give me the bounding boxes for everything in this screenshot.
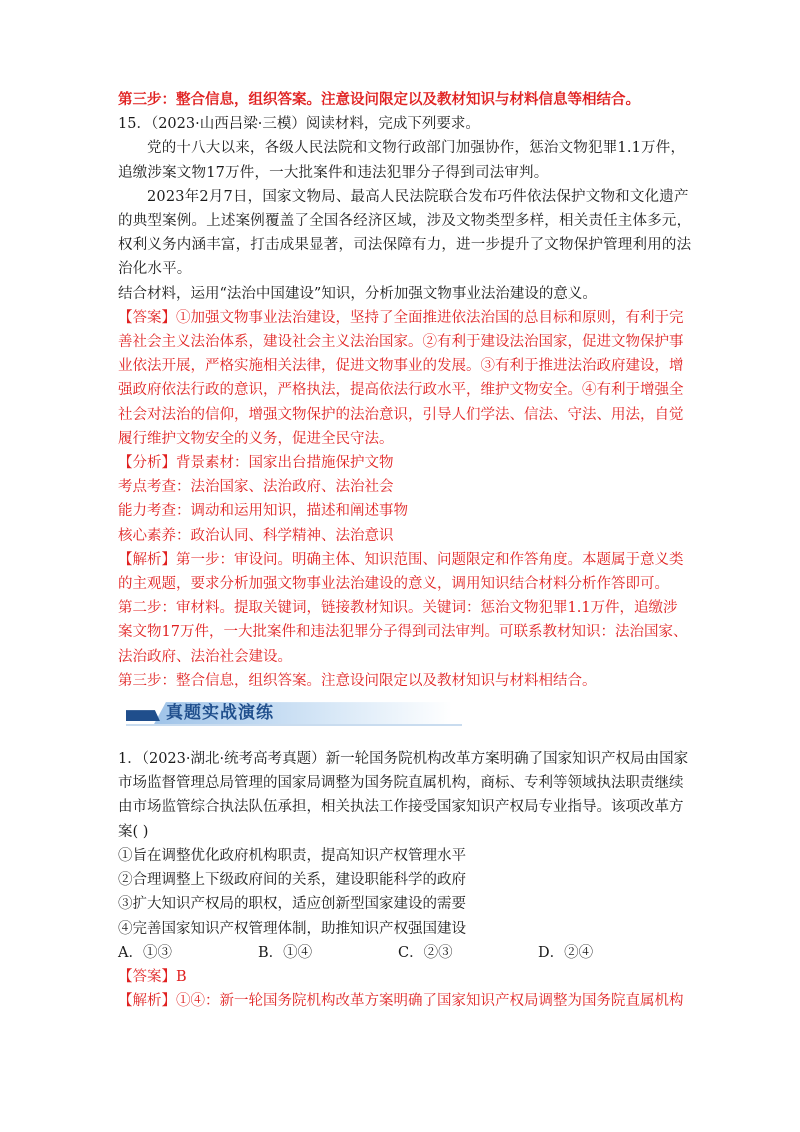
analysis-line: 考点考查：法治国家、法治政府、法治社会 — [118, 479, 394, 496]
q15-analysis — [118, 451, 684, 548]
material-line: 治化水平。 — [118, 261, 192, 278]
statement-2: ②合理调整上下级政府间的关系，建设职能科学的政府 — [118, 872, 466, 889]
answer-line: 履行维护文物安全的义务，促进全民守法。 — [118, 430, 394, 447]
analysis-line: 核心素养：政治认同、科学精神、法治意识 — [118, 527, 394, 544]
explanation-line: 案文物17万件，一大批案件和违法犯罪分子得到司法审判。可联系教材知识：法治国家、 — [118, 624, 688, 641]
answer-line: 强政府依法行政的意识，严格执法，提高依法行政水平，维护文物安全。④有利于增强全 — [118, 382, 684, 399]
material-line: 权利义务内涵丰富，打击成果显著，司法保障有力，进一步提升了文物保护管理利用的法 — [118, 237, 692, 254]
q15-header: 15．（2023·山西吕梁·三模）阅读材料，完成下列要求。 — [118, 116, 480, 133]
banner-underline — [126, 724, 462, 726]
answer-line: 社会对法治的信仰，增强文物保护的法治意识，引导人们学法、信法、守法、用法，自觉 — [118, 406, 684, 423]
statement-3: ③扩大知识产权局的职权，适应创新型国家建设的需要 — [118, 896, 466, 913]
q15-material — [118, 136, 692, 281]
answer-line: 业依法开展，严格实施相关法律，促进文物事业的发展。③有利于推进法治政府建设，增 — [118, 358, 684, 375]
material-line: 党的十八大以来，各级人民法院和文物行政部门加强协作，惩治文物犯罪1.1万件， — [147, 140, 686, 157]
q15-answer — [118, 306, 684, 451]
stem-line: 市场监督管理总局管理的国家局调整为国务院直属机构，商标、专利等领域执法职责继续 — [118, 775, 684, 792]
q1-explanation: 【解析】①④：新一轮国务院机构改革方案明确了国家知识产权局调整为国务院直属机构 — [118, 993, 684, 1010]
material-line: 2023年2月7日，国家文物局、最高人民法院联合发布巧件依法保护文物和文化遗产 — [147, 188, 689, 205]
previous-step3: 第三步：整合信息，组织答案。注意设问限定以及教材知识与材料信息等相结合。 — [118, 91, 640, 108]
q15-question: 结合材料，运用“法治中国建设”知识，分析加强文物事业法治建设的意义。 — [118, 285, 597, 302]
material-line: 的典型案例。上述案例覆盖了全国各经济区域，涉及文物类型多样，相关责任主体多元， — [118, 213, 692, 230]
explanation-line: 法治政府、法治社会建设。 — [118, 648, 292, 665]
q15-explanation — [118, 548, 688, 693]
banner-title: 真题实战演练 — [166, 703, 274, 724]
material-line: 追缴涉案文物17万件，一大批案件和违法犯罪分子得到司法审判。 — [118, 164, 549, 181]
option-a: A．①③ — [118, 944, 172, 961]
option-d: D．②④ — [538, 944, 594, 961]
q1-options — [118, 941, 684, 965]
stem-line: 由市场监管综合执法队伍承担，相关执法工作接受国家知识产权局专业指导。该项改革方 — [118, 799, 684, 816]
analysis-line: 【分析】背景素材：国家出台措施保护文物 — [118, 455, 394, 472]
explanation-line: 的主观题，要求分析加强文物事业法治建设的意义，调用知识结合材料分析作答即可。 — [118, 576, 669, 593]
answer-line: 【答案】①加强文物事业法治建设，坚持了全面推进依法治国的总目标和原则，有利于完 — [118, 309, 684, 326]
statement-1: ①旨在调整优化政府机构职责，提高知识产权管理水平 — [118, 847, 466, 864]
q1-answer: 【答案】B — [118, 968, 187, 985]
option-b: B．①④ — [258, 944, 313, 961]
stem-line: 案( ) — [118, 823, 149, 840]
banner-accent — [126, 710, 160, 721]
stem-line: 1．（2023·湖北·统考高考真题）新一轮国务院机构改革方案明确了国家知识产权局由国家 — [118, 751, 689, 768]
explanation-line: 【解析】第一步：审设问。明确主体、知识范围、问题限定和作答角度。本题属于意义类 — [118, 551, 684, 568]
answer-line: 善社会主义法治体系，建设社会主义法治国家。②有利于建设法治国家，促进文物保护事 — [118, 334, 684, 351]
section-banner — [126, 699, 456, 729]
analysis-line: 能力考查：调动和运用知识，描述和阐述事物 — [118, 503, 408, 520]
option-c: C．②③ — [398, 944, 453, 961]
document-page — [118, 88, 692, 1013]
statement-4: ④完善国家知识产权管理体制，助推知识产权强国建设 — [118, 920, 466, 937]
explanation-line: 第二步：审材料。提取关键词，链接教材知识。关键词：惩治文物犯罪1.1万件，追缴涉 — [118, 600, 678, 617]
q1-stem — [118, 747, 689, 844]
q1-statements — [118, 844, 684, 941]
explanation-line: 第三步：整合信息，组织答案。注意设问限定以及教材知识与材料相结合。 — [118, 672, 597, 689]
